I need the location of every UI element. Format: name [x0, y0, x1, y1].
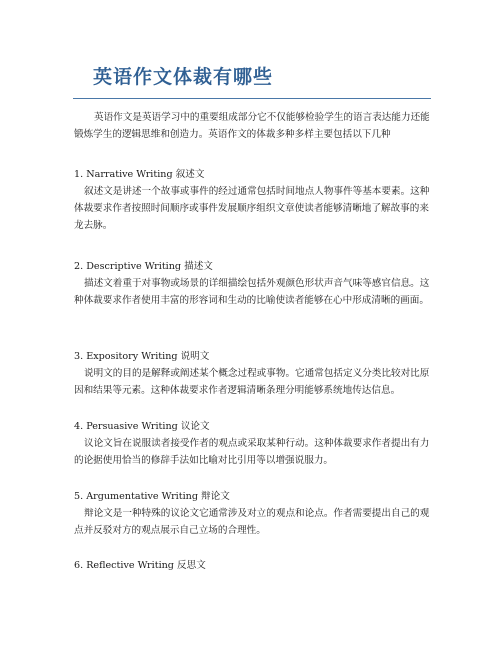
section-descriptive	[74, 258, 430, 309]
section-heading: 4. Persuasive Writing 议论文	[74, 421, 210, 432]
section-heading: 6. Reflective Writing 反思文	[74, 560, 206, 571]
section-body: 议论文旨在说服读者接受作者的观点或采取某种行动。这种体裁要求作者提出有力的论据使用恰当的修辞手法如比喻对比引用等以增强说服力。	[74, 438, 430, 466]
section-heading: 3. Expository Writing 说明文	[74, 351, 210, 362]
section-expository	[74, 348, 430, 399]
section-heading: 2. Descriptive Writing 描述文	[74, 261, 213, 272]
section-argumentative	[74, 488, 430, 539]
section-body: 叙述文是讲述一个故事或事件的经过通常包括时间地点人物事件等基本要素。这种体裁要求作者按照时间顺序或事件发展顺序组织文章使读者能够清晰地了解故事的来龙去脉。	[74, 186, 430, 231]
section-narrative	[74, 166, 430, 234]
section-heading: 5. Argumentative Writing 辩论文	[74, 491, 230, 502]
title-underline	[73, 98, 431, 99]
section-heading: 1. Narrative Writing 叙述文	[74, 169, 205, 180]
section-persuasive	[74, 418, 430, 469]
section-body: 辩论文是一种特殊的议论文它通常涉及对立的观点和论点。作者需要提出自己的观点并反驳对方的观点展示自己立场的合理性。	[74, 508, 430, 536]
document-title: 英语作文体裁有哪些	[93, 66, 274, 88]
intro-paragraph: 英语作文是英语学习中的重要组成部分它不仅能够检验学生的语言表达能力还能锻炼学生的逻辑思维和创造力。英语作文的体裁多种多样主要包括以下几种	[74, 112, 430, 140]
section-body: 描述文着重于对事物或场景的详细描绘包括外观颜色形状声音气味等感官信息。这种体裁要求作者使用丰富的形容词和生动的比喻使读者能够在心中形成清晰的画面。	[74, 278, 430, 306]
section-body: 说明文的目的是解释或阐述某个概念过程或事物。它通常包括定义分类比较对比原因和结果等元素。这种体裁要求作者逻辑清晰条理分明能够系统地传达信息。	[74, 368, 430, 396]
section-reflective	[74, 557, 430, 574]
